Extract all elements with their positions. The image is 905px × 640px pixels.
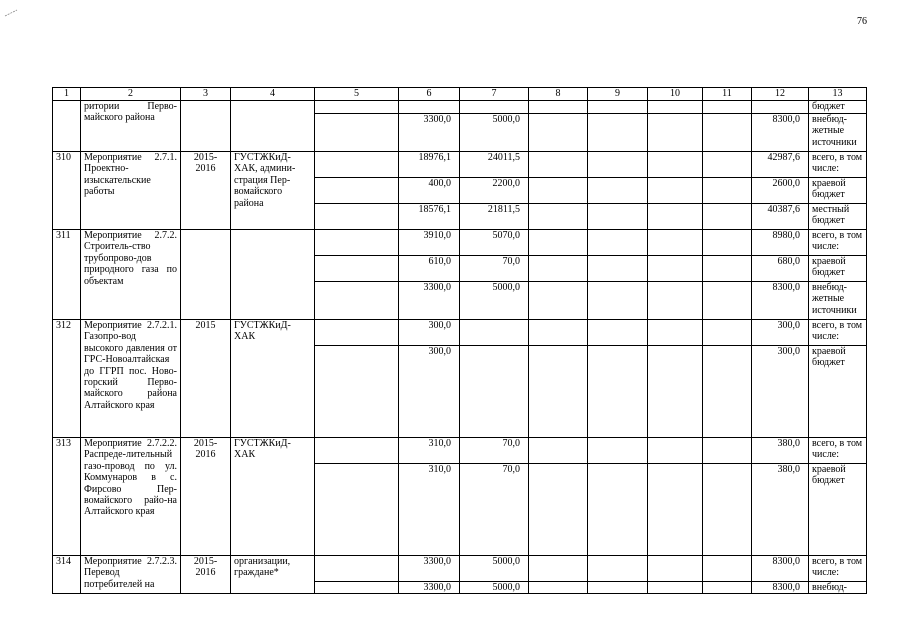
cell-col12: 380,0 [752, 438, 809, 464]
funding-source-cell: внебюд- [809, 582, 867, 594]
cell-col5 [315, 152, 399, 178]
header-cell: 10 [648, 88, 703, 101]
measure-name-cell: Мероприятие 2.7.2.3. Перевод потребителей на [81, 556, 181, 594]
cell-col10 [648, 320, 703, 346]
cell-col8 [529, 204, 588, 230]
cell-col6 [399, 101, 460, 114]
funding-source-cell: местный бюджет [809, 204, 867, 230]
cell-col11 [703, 230, 752, 256]
funding-source-cell: всего, в том числе: [809, 230, 867, 256]
cell-col5 [315, 438, 399, 464]
row-number-cell: 310 [53, 152, 81, 230]
cell-col7: 5070,0 [460, 230, 529, 256]
table-row [53, 556, 867, 582]
cell-col9 [588, 178, 648, 204]
table-row [53, 230, 867, 256]
measure-name-cell: Мероприятие 2.7.2.2. Распреде-лительный газо-провод по ул. Коммунаров в с. Фирсово Пер-вомайского райо-на Алтайского края [81, 438, 181, 556]
cell-col12: 8300,0 [752, 282, 809, 320]
cell-col5 [315, 204, 399, 230]
row-number-cell: 314 [53, 556, 81, 594]
cell-col8 [529, 256, 588, 282]
cell-col12: 40387,6 [752, 204, 809, 230]
row-number-cell: 312 [53, 320, 81, 438]
cell-col8 [529, 346, 588, 438]
cell-col9 [588, 204, 648, 230]
cell-col10 [648, 204, 703, 230]
executor-cell [231, 101, 315, 152]
cell-col8 [529, 464, 588, 556]
cell-col8 [529, 101, 588, 114]
funding-source-cell: краевой бюджет [809, 256, 867, 282]
header-cell: 4 [231, 88, 315, 101]
cell-col6: 3300,0 [399, 556, 460, 582]
cell-col7: 24011,5 [460, 152, 529, 178]
cell-col7: 5000,0 [460, 114, 529, 152]
cell-col10 [648, 101, 703, 114]
cell-col10 [648, 582, 703, 594]
cell-col7: 5000,0 [460, 582, 529, 594]
header-cell: 11 [703, 88, 752, 101]
cell-col11 [703, 178, 752, 204]
header-cell: 13 [809, 88, 867, 101]
years-cell: 2015-2016 [181, 556, 231, 594]
cell-col10 [648, 282, 703, 320]
row-number-cell [53, 101, 81, 152]
header-cell: 12 [752, 88, 809, 101]
table-row [53, 438, 867, 464]
cell-col7: 2200,0 [460, 178, 529, 204]
cell-col5 [315, 114, 399, 152]
cell-col11 [703, 320, 752, 346]
years-cell: 2015 [181, 320, 231, 438]
cell-col9 [588, 152, 648, 178]
cell-col12: 8980,0 [752, 230, 809, 256]
funding-source-cell: всего, в том числе: [809, 152, 867, 178]
measure-name-cell: Мероприятие 2.7.2.1. Газопро-вод высокого давления от ГРС-Новоалтайская до ГГРП пос. Ново-горский Перво-майского района Алтайского края [81, 320, 181, 438]
cell-col12: 380,0 [752, 464, 809, 556]
cell-col8 [529, 230, 588, 256]
cell-col12: 300,0 [752, 320, 809, 346]
cell-col6: 300,0 [399, 346, 460, 438]
funding-source-cell: внебюд-жетные источники [809, 114, 867, 152]
cell-col10 [648, 152, 703, 178]
cell-col12: 2600,0 [752, 178, 809, 204]
measure-name-cell: ритории Перво-майского района [81, 101, 181, 152]
cell-col11 [703, 204, 752, 230]
cell-col9 [588, 438, 648, 464]
funding-source-cell: бюджет [809, 101, 867, 114]
cell-col9 [588, 282, 648, 320]
funding-source-cell: внебюд-жетные источники [809, 282, 867, 320]
cell-col10 [648, 256, 703, 282]
cell-col5 [315, 178, 399, 204]
cell-col7: 70,0 [460, 256, 529, 282]
cell-col12: 8300,0 [752, 582, 809, 594]
header-cell: 8 [529, 88, 588, 101]
table-row [53, 320, 867, 346]
cell-col11 [703, 256, 752, 282]
cell-col10 [648, 438, 703, 464]
cell-col7: 70,0 [460, 464, 529, 556]
cell-col10 [648, 346, 703, 438]
program-table [52, 87, 867, 594]
cell-col12 [752, 101, 809, 114]
years-cell: 2015-2016 [181, 438, 231, 556]
funding-source-cell: краевой бюджет [809, 178, 867, 204]
cell-col6: 18576,1 [399, 204, 460, 230]
cell-col10 [648, 464, 703, 556]
cell-col5 [315, 556, 399, 582]
cell-col8 [529, 582, 588, 594]
cell-col5 [315, 464, 399, 556]
cell-col9 [588, 320, 648, 346]
cell-col10 [648, 178, 703, 204]
cell-col12: 300,0 [752, 346, 809, 438]
header-cell: 5 [315, 88, 399, 101]
cell-col6: 310,0 [399, 438, 460, 464]
cell-col6: 400,0 [399, 178, 460, 204]
cell-col9 [588, 101, 648, 114]
cell-col8 [529, 152, 588, 178]
cell-col11 [703, 464, 752, 556]
executor-cell: организации, граждане* [231, 556, 315, 594]
cell-col7 [460, 101, 529, 114]
executor-cell: ГУСТЖКиД-ХАК [231, 320, 315, 438]
cell-col9 [588, 256, 648, 282]
cell-col8 [529, 282, 588, 320]
row-number-cell: 313 [53, 438, 81, 556]
cell-col7 [460, 346, 529, 438]
cell-col11 [703, 582, 752, 594]
cell-col11 [703, 346, 752, 438]
page-number: 76 [857, 16, 867, 27]
cell-col8 [529, 178, 588, 204]
cell-col12: 8300,0 [752, 114, 809, 152]
cell-col11 [703, 556, 752, 582]
cell-col9 [588, 582, 648, 594]
cell-col5 [315, 346, 399, 438]
cell-col5 [315, 282, 399, 320]
cell-col10 [648, 114, 703, 152]
measure-name-cell: Мероприятие 2.7.1. Проектно-изыскательские работы [81, 152, 181, 230]
cell-col8 [529, 114, 588, 152]
cell-col8 [529, 556, 588, 582]
cell-col6: 3300,0 [399, 282, 460, 320]
funding-source-cell: всего, в том числе: [809, 438, 867, 464]
executor-cell: ГУСТЖКиД-ХАК [231, 438, 315, 556]
years-cell [181, 101, 231, 152]
funding-source-cell: всего, в том числе: [809, 556, 867, 582]
cell-col11 [703, 114, 752, 152]
cell-col7: 21811,5 [460, 204, 529, 230]
years-cell [181, 230, 231, 320]
cell-col9 [588, 464, 648, 556]
cell-col10 [648, 556, 703, 582]
cell-col5 [315, 230, 399, 256]
cell-col10 [648, 230, 703, 256]
cell-col11 [703, 152, 752, 178]
cell-col6: 18976,1 [399, 152, 460, 178]
header-cell: 1 [53, 88, 81, 101]
measure-name-cell: Мероприятие 2.7.2. Строитель-ство трубопрово-дов природного газа по объектам [81, 230, 181, 320]
cell-col12: 680,0 [752, 256, 809, 282]
years-cell: 2015-2016 [181, 152, 231, 230]
cell-col8 [529, 320, 588, 346]
cell-col9 [588, 230, 648, 256]
cell-col7 [460, 320, 529, 346]
cell-col6: 610,0 [399, 256, 460, 282]
cell-col5 [315, 582, 399, 594]
cell-col8 [529, 438, 588, 464]
funding-source-cell: краевой бюджет [809, 464, 867, 556]
cell-col6: 3910,0 [399, 230, 460, 256]
cell-col11 [703, 101, 752, 114]
cell-col11 [703, 282, 752, 320]
header-cell: 2 [81, 88, 181, 101]
header-cell: 6 [399, 88, 460, 101]
header-cell: 9 [588, 88, 648, 101]
cell-col12: 42987,6 [752, 152, 809, 178]
header-cell: 3 [181, 88, 231, 101]
cell-col6: 3300,0 [399, 114, 460, 152]
scan-mark-icon [4, 8, 18, 18]
executor-cell: ГУСТЖКиД-ХАК, админи-страция Пер-вомайского района [231, 152, 315, 230]
cell-col9 [588, 556, 648, 582]
cell-col6: 3300,0 [399, 582, 460, 594]
cell-col6: 300,0 [399, 320, 460, 346]
cell-col6: 310,0 [399, 464, 460, 556]
cell-col7: 70,0 [460, 438, 529, 464]
header-cell: 7 [460, 88, 529, 101]
cell-col11 [703, 438, 752, 464]
cell-col12: 8300,0 [752, 556, 809, 582]
cell-col9 [588, 114, 648, 152]
cell-col5 [315, 256, 399, 282]
row-number-cell: 311 [53, 230, 81, 320]
cell-col7: 5000,0 [460, 556, 529, 582]
cell-col7: 5000,0 [460, 282, 529, 320]
table-row [53, 101, 867, 114]
table-row [53, 152, 867, 178]
funding-source-cell: краевой бюджет [809, 346, 867, 438]
cell-col5 [315, 320, 399, 346]
cell-col9 [588, 346, 648, 438]
funding-source-cell: всего, в том числе: [809, 320, 867, 346]
header-row [53, 88, 867, 101]
cell-col5 [315, 101, 399, 114]
executor-cell [231, 230, 315, 320]
